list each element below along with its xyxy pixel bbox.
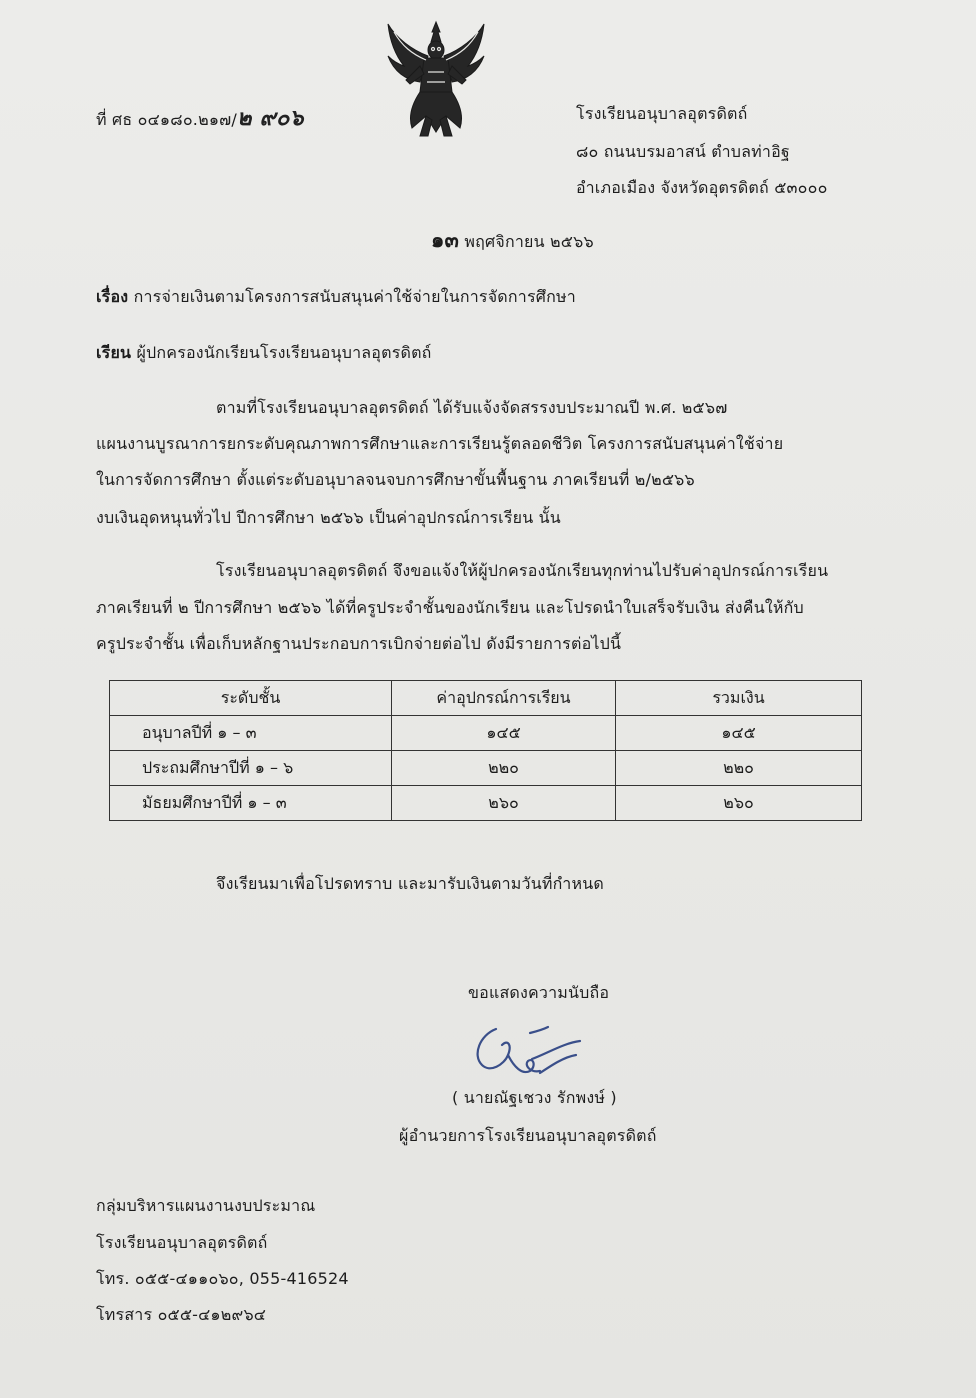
table-cell-level: ประถมศึกษาปีที่ ๑ – ๖ [110, 751, 392, 786]
signer-title: ผู้อำนวยการโรงเรียนอนุบาลอุตรดิตถ์ [399, 1126, 657, 1145]
closing-paragraph: จึงเรียนมาเพื่อโปรดทราบ และมารับเงินตามวันที่กำหนด [216, 874, 604, 893]
table-cell-fee: ๑๔๕ [392, 716, 616, 751]
date-month-year: พฤศจิกายน ๒๕๖๖ [464, 232, 594, 251]
paragraph2-line: โรงเรียนอนุบาลอุตรดิตถ์ จึงขอแจ้งให้ผู้ปกครองนักเรียนทุกท่านไปรับค่าอุปกรณ์การเรียน [216, 561, 829, 580]
signer-name: ( นายณัฐเชวง รักพงษ์ ) [452, 1088, 617, 1107]
contact-department: กลุ่มบริหารแผนงานงบประมาณ [96, 1196, 316, 1215]
paragraph1-line: ตามที่โรงเรียนอนุบาลอุตรดิตถ์ ได้รับแจ้งจัดสรรงบประมาณปี พ.ศ. ๒๕๖๗ [216, 398, 728, 417]
table-cell-level: อนุบาลปีที่ ๑ – ๓ [110, 716, 392, 751]
table-cell-fee: ๒๖๐ [392, 786, 616, 821]
table-header-cell: รวมเงิน [616, 681, 862, 716]
date-day: ๑๓ [431, 228, 460, 252]
closing-salutation: ขอแสดงความนับถือ [468, 983, 610, 1002]
table-row [110, 786, 862, 821]
recipient-label: เรียน [96, 343, 132, 362]
subject-text: การจ่ายเงินตามโครงการสนับสนุนค่าใช้จ่ายในการจัดการศึกษา [133, 287, 576, 306]
sender-name: โรงเรียนอนุบาลอุตรดิตถ์ [576, 104, 748, 123]
table-cell-level: มัธยมศึกษาปีที่ ๑ – ๓ [110, 786, 392, 821]
sender-address-line1: ๘๐ ถนนบรมอาสน์ ตำบลท่าอิฐ [576, 142, 790, 161]
table-cell-fee: ๒๒๐ [392, 751, 616, 786]
table-header-row [110, 681, 862, 716]
table-header-cell: ค่าอุปกรณ์การเรียน [392, 681, 616, 716]
paragraph2-line: ครูประจำชั้น เพื่อเก็บหลักฐานประกอบการเบิกจ่ายต่อไป ดังมีรายการต่อไปนี้ [96, 634, 622, 653]
subject-label: เรื่อง [96, 287, 129, 306]
table-header-cell: ระดับชั้น [110, 681, 392, 716]
fee-table [109, 680, 862, 821]
recipient-line [96, 343, 432, 363]
table-cell-total: ๑๔๕ [616, 716, 862, 751]
reference-number-printed: ที่ ศธ ๐๔๑๘๐.๒๑๗/ [96, 110, 237, 129]
table-row [110, 751, 862, 786]
reference-number [96, 105, 304, 131]
contact-fax: โทรสาร ๐๕๕-๔๑๒๙๖๔ [96, 1305, 267, 1324]
table-cell-total: ๒๒๐ [616, 751, 862, 786]
paragraph1-line: แผนงานบูรณาการยกระดับคุณภาพการศึกษาและการเรียนรู้ตลอดชีวิต โครงการสนับสนุนค่าใช้จ่าย [96, 434, 784, 453]
letter-date [431, 230, 594, 252]
signature-image [468, 1015, 593, 1095]
contact-phone: โทร. ๐๕๕-๔๑๑๐๖๐, 055-416524 [96, 1269, 349, 1288]
reference-number-handwritten: ๒ ๙๐๖ [237, 105, 304, 131]
sender-address-line2: อำเภอเมือง จังหวัดอุตรดิตถ์ ๕๓๐๐๐ [576, 178, 828, 197]
paragraph1-line: งบเงินอุดหนุนทั่วไป ปีการศึกษา ๒๕๖๖ เป็นค่าอุปกรณ์การเรียน นั้น [96, 508, 561, 527]
table-cell-total: ๒๖๐ [616, 786, 862, 821]
subject-line [96, 287, 576, 307]
garuda-emblem-icon [382, 20, 490, 138]
table-row [110, 716, 862, 751]
paragraph1-line: ในการจัดการศึกษา ตั้งแต่ระดับอนุบาลจนจบการศึกษาขั้นพื้นฐาน ภาคเรียนที่ ๒/๒๕๖๖ [96, 470, 695, 489]
paragraph2-line: ภาคเรียนที่ ๒ ปีการศึกษา ๒๕๖๖ ได้ที่ครูประจำชั้นของนักเรียน และโปรดนำใบเสร็จรับเงิน ส่งคืนให้กับ [96, 598, 804, 617]
contact-school: โรงเรียนอนุบาลอุตรดิตถ์ [96, 1233, 268, 1252]
recipient-text: ผู้ปกครองนักเรียนโรงเรียนอนุบาลอุตรดิตถ์ [136, 343, 432, 362]
